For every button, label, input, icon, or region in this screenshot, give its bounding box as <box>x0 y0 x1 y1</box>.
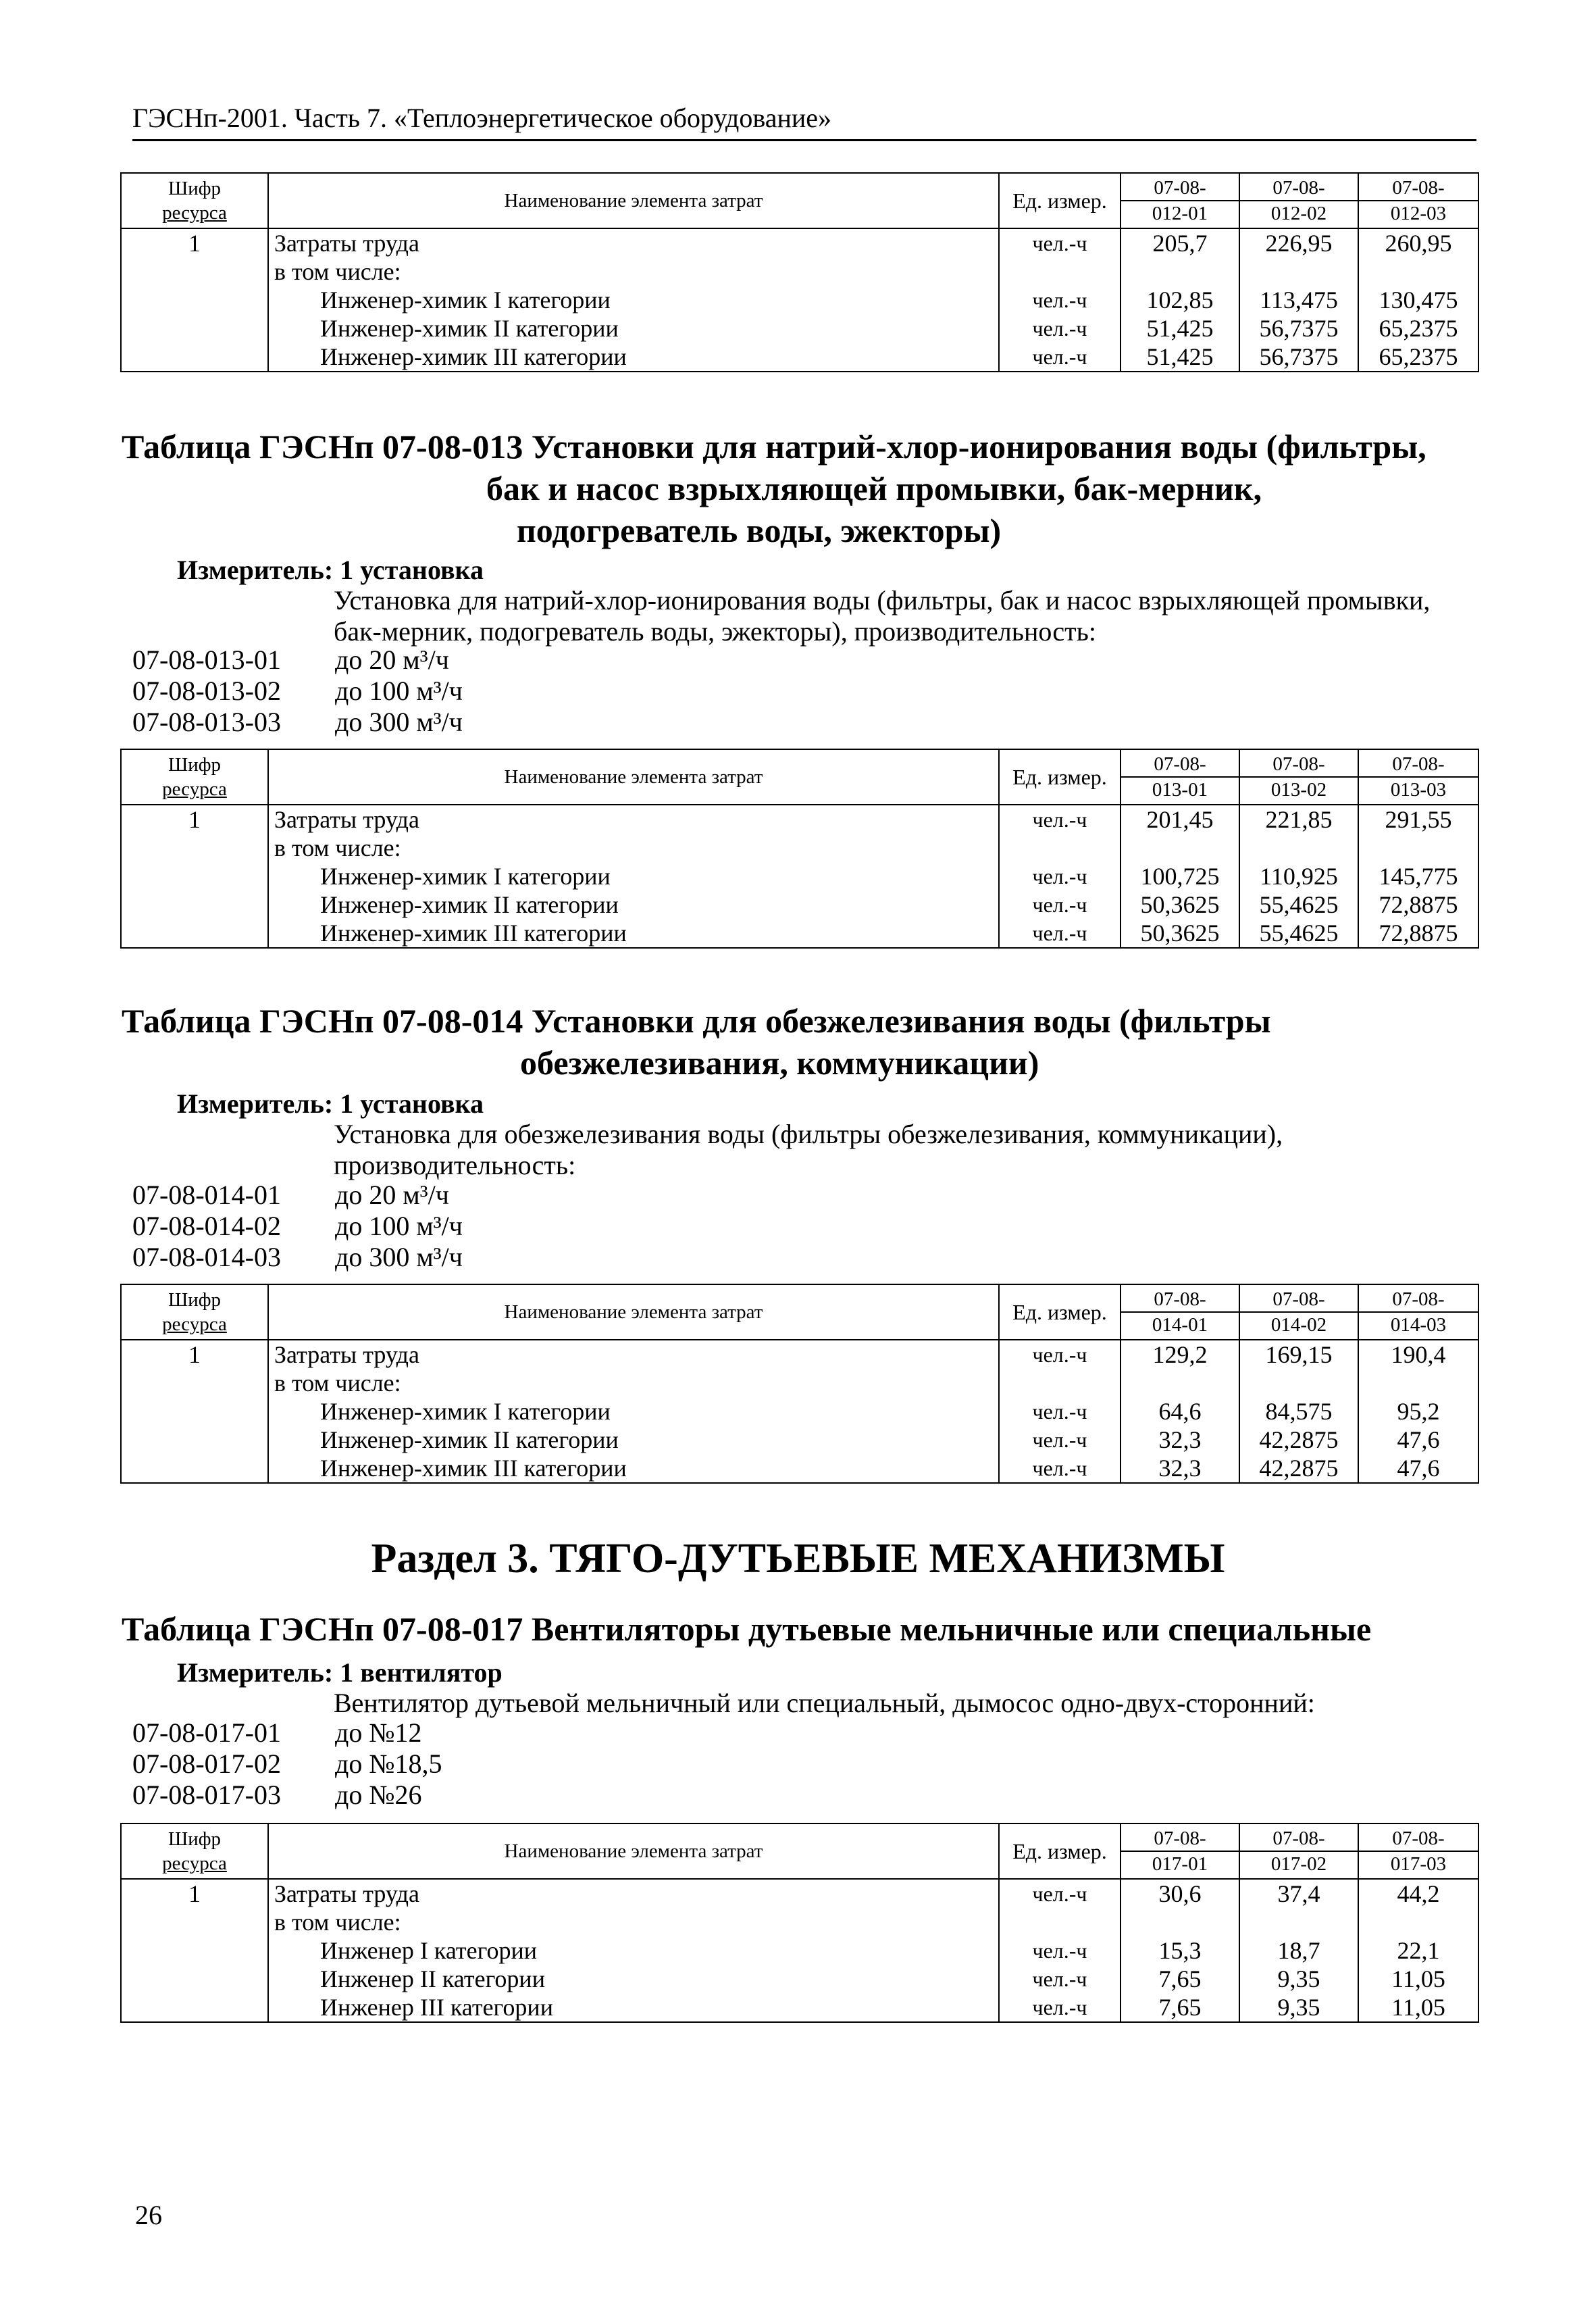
norm-code: 07-08-017-01 <box>132 1717 281 1748</box>
table-013-desc-line1: Установка для натрий-хлор-ионирования воды (фильтры, бак и насос взрыхляющей промывки, <box>334 585 1431 615</box>
row-unit: чел.-ч <box>999 1426 1121 1454</box>
row-resource-code <box>121 919 268 948</box>
row-unit: чел.-ч <box>999 862 1121 890</box>
table-013-description <box>334 585 1482 647</box>
header-norm-code-line2: 013-01 <box>1121 776 1239 802</box>
header-norm-code-line1: 07-08- <box>1392 177 1445 199</box>
table-013-title-line1: Таблица ГЭСНп 07-08-013 Установки для натрий-хлор-ионирования воды (фильтры, <box>122 428 1426 466</box>
row-value: 11,05 <box>1358 1965 1478 1993</box>
table-014-title-line1: Таблица ГЭСНп 07-08-014 Установки для обезжелезивания воды (фильтры <box>122 1002 1271 1040</box>
table-header-row <box>121 749 1478 805</box>
table-row <box>121 228 1478 257</box>
header-unit: Ед. измер. <box>999 1284 1121 1340</box>
row-unit: чел.-ч <box>999 343 1121 372</box>
code-list-item <box>132 1242 463 1273</box>
header-norm-code-line1: 07-08- <box>1272 177 1325 199</box>
row-value: 9,35 <box>1239 1965 1358 1993</box>
header-norm-code <box>1358 1823 1478 1879</box>
norm-capacity: до 20 м³/ч <box>335 645 449 675</box>
table-014-title <box>122 1000 1472 1084</box>
row-value <box>1358 257 1478 286</box>
table-row <box>121 919 1478 948</box>
header-norm-code-line1: 07-08- <box>1154 753 1206 775</box>
row-value <box>1358 1908 1478 1936</box>
row-unit: чел.-ч <box>999 314 1121 343</box>
header-cost-element-name: Наименование элемента затрат <box>268 749 999 805</box>
header-norm-code-line2: 013-03 <box>1359 776 1478 802</box>
row-value <box>1121 1369 1239 1397</box>
row-resource-code <box>121 1993 268 2022</box>
header-norm-code-line2: 013-02 <box>1240 776 1358 802</box>
table-row <box>121 1908 1478 1936</box>
header-norm-code-line2: 017-03 <box>1359 1851 1478 1876</box>
row-resource-code <box>121 314 268 343</box>
row-value: 129,2 <box>1121 1340 1239 1369</box>
header-cost-element-name: Наименование элемента затрат <box>268 1823 999 1879</box>
header-resource-code <box>121 749 268 805</box>
row-value <box>1358 834 1478 862</box>
row-name: Инженер-химик II категории <box>268 890 999 919</box>
header-unit: Ед. измер. <box>999 749 1121 805</box>
table-017-title <box>122 1608 1472 1650</box>
table-row <box>121 1369 1478 1397</box>
header-cost-element-name: Наименование элемента затрат <box>268 1284 999 1340</box>
code-list-item <box>132 645 463 676</box>
norm-capacity: до 20 м³/ч <box>335 1180 449 1210</box>
row-value: 30,6 <box>1121 1879 1239 1908</box>
header-norm-code-line2: 014-02 <box>1240 1311 1358 1337</box>
code-list-item <box>132 1780 442 1811</box>
code-list-item <box>132 1180 463 1211</box>
table-013-title <box>122 426 1472 551</box>
header-resource-code-line2: ресурса <box>162 778 227 800</box>
row-value <box>1121 257 1239 286</box>
table-row <box>121 1340 1478 1369</box>
table-012 <box>120 172 1479 372</box>
row-value: 47,6 <box>1358 1454 1478 1483</box>
row-unit: чел.-ч <box>999 1993 1121 2022</box>
row-name: в том числе: <box>268 257 999 286</box>
norm-code: 07-08-017-02 <box>132 1749 281 1779</box>
row-value: 260,95 <box>1358 228 1478 257</box>
row-name: Затраты труда <box>268 228 999 257</box>
header-norm-code-line2: 012-01 <box>1121 200 1239 226</box>
norm-code: 07-08-014-02 <box>132 1211 281 1241</box>
row-value: 95,2 <box>1358 1397 1478 1426</box>
header-unit: Ед. измер. <box>999 173 1121 228</box>
row-unit <box>999 257 1121 286</box>
row-name: Инженер-химик I категории <box>268 862 999 890</box>
table-row <box>121 890 1478 919</box>
row-value <box>1121 834 1239 862</box>
row-resource-code <box>121 1908 268 1936</box>
code-list-item <box>132 676 463 707</box>
table-014-desc-line2: производительность: <box>334 1150 576 1180</box>
row-resource-code <box>121 1965 268 1993</box>
row-name: Инженер-химик I категории <box>268 1397 999 1426</box>
table-014-desc-line1: Установка для обезжелезивания воды (фильтры обезжелезивания, коммуникации), <box>334 1119 1283 1149</box>
row-value: 44,2 <box>1358 1879 1478 1908</box>
table-014-block <box>120 1284 1478 1484</box>
row-value: 55,4625 <box>1239 890 1358 919</box>
row-name: в том числе: <box>268 1369 999 1397</box>
header-norm-code-line1: 07-08- <box>1272 1288 1325 1310</box>
header-norm-code-line1: 07-08- <box>1392 1288 1445 1310</box>
row-unit <box>999 1369 1121 1397</box>
norm-code: 07-08-017-03 <box>132 1780 281 1810</box>
row-value: 113,475 <box>1239 286 1358 314</box>
header-norm-code <box>1121 173 1239 228</box>
row-value: 51,425 <box>1121 343 1239 372</box>
header-norm-code-line1: 07-08- <box>1154 177 1206 199</box>
header-resource-code-line1: Шифр <box>168 178 222 199</box>
row-value: 100,725 <box>1121 862 1239 890</box>
header-norm-code-line1: 07-08- <box>1154 1288 1206 1310</box>
row-resource-code: 1 <box>121 805 268 834</box>
row-value: 72,8875 <box>1358 890 1478 919</box>
row-value: 50,3625 <box>1121 890 1239 919</box>
header-norm-code-line2: 017-01 <box>1121 1851 1239 1876</box>
row-resource-code <box>121 834 268 862</box>
table-row <box>121 1879 1478 1908</box>
code-list-item <box>132 1717 442 1749</box>
header-resource-code-line1: Шифр <box>168 1828 222 1850</box>
row-value: 11,05 <box>1358 1993 1478 2022</box>
row-value: 205,7 <box>1121 228 1239 257</box>
row-resource-code <box>121 1397 268 1426</box>
row-name: Инженер-химик II категории <box>268 1426 999 1454</box>
row-value: 15,3 <box>1121 1936 1239 1965</box>
row-value <box>1358 1369 1478 1397</box>
table-014-codes <box>132 1180 463 1273</box>
row-value: 9,35 <box>1239 1993 1358 2022</box>
row-resource-code <box>121 286 268 314</box>
row-value: 51,425 <box>1121 314 1239 343</box>
row-value: 32,3 <box>1121 1426 1239 1454</box>
row-unit: чел.-ч <box>999 1397 1121 1426</box>
table-013-block <box>120 749 1478 949</box>
row-value: 221,85 <box>1239 805 1358 834</box>
row-value: 169,15 <box>1239 1340 1358 1369</box>
row-resource-code <box>121 1426 268 1454</box>
row-value: 64,6 <box>1121 1397 1239 1426</box>
table-017-block <box>120 1823 1478 2023</box>
header-unit: Ед. измер. <box>999 1823 1121 1879</box>
table-row <box>121 1397 1478 1426</box>
code-list-item <box>132 707 463 738</box>
row-name: Инженер-химик III категории <box>268 343 999 372</box>
row-resource-code <box>121 1369 268 1397</box>
header-resource-code-line1: Шифр <box>168 754 222 776</box>
norm-capacity: до 300 м³/ч <box>335 1242 463 1272</box>
row-value: 72,8875 <box>1358 919 1478 948</box>
table-013-meter: Измеритель: 1 установка <box>177 555 484 585</box>
table-row <box>121 314 1478 343</box>
header-norm-code <box>1121 1823 1239 1879</box>
table-013-codes <box>132 645 463 738</box>
row-resource-code: 1 <box>121 1879 268 1908</box>
table-017-title-line1: Таблица ГЭСНп 07-08-017 Вентиляторы дутьевые мельничные или специальные <box>122 1610 1372 1648</box>
norm-code: 07-08-013-03 <box>132 707 281 737</box>
row-unit: чел.-ч <box>999 1879 1121 1908</box>
table-013-desc-line2: бак-мерник, подогреватель воды, эжекторы), производительность: <box>334 616 1097 647</box>
row-resource-code <box>121 890 268 919</box>
row-value: 110,925 <box>1239 862 1358 890</box>
header-resource-code-line2: ресурса <box>162 1313 227 1335</box>
header-cost-element-name: Наименование элемента затрат <box>268 173 999 228</box>
header-norm-code <box>1121 749 1239 805</box>
row-name: в том числе: <box>268 1908 999 1936</box>
row-value: 7,65 <box>1121 1993 1239 2022</box>
table-row <box>121 1454 1478 1483</box>
row-value: 130,475 <box>1358 286 1478 314</box>
table-014-description <box>334 1119 1482 1181</box>
header-norm-code-line1: 07-08- <box>1392 753 1445 775</box>
table-014-title-line2: обезжелезивания, коммуникации) <box>520 1044 1039 1082</box>
row-name: Инженер-химик III категории <box>268 919 999 948</box>
table-014-meter: Измеритель: 1 установка <box>177 1088 484 1119</box>
row-value: 65,2375 <box>1358 314 1478 343</box>
row-name: Инженер-химик III категории <box>268 1454 999 1483</box>
row-name: Инженер II категории <box>268 1965 999 1993</box>
header-norm-code <box>1358 173 1478 228</box>
norm-code: 07-08-013-01 <box>132 645 281 675</box>
row-resource-code <box>121 1936 268 1965</box>
row-name: Инженер I категории <box>268 1936 999 1965</box>
row-name: в том числе: <box>268 834 999 862</box>
row-value: 56,7375 <box>1239 314 1358 343</box>
table-017-meter: Измеритель: 1 вентилятор <box>177 1657 503 1688</box>
header-norm-code-line2: 014-01 <box>1121 1311 1239 1337</box>
row-unit <box>999 834 1121 862</box>
row-value: 291,55 <box>1358 805 1478 834</box>
norm-code: 07-08-014-01 <box>132 1180 281 1210</box>
table-013-title-line3: подогреватель воды, эжекторы) <box>517 511 1002 549</box>
norm-code: 07-08-013-02 <box>132 676 281 706</box>
row-value <box>1239 257 1358 286</box>
row-value: 37,4 <box>1239 1879 1358 1908</box>
header-norm-code-line2: 012-03 <box>1359 200 1478 226</box>
row-value: 7,65 <box>1121 1965 1239 1993</box>
row-resource-code <box>121 257 268 286</box>
row-value <box>1239 1369 1358 1397</box>
table-row <box>121 343 1478 372</box>
code-list-item <box>132 1749 442 1780</box>
row-name: Затраты труда <box>268 1340 999 1369</box>
table-014 <box>120 1284 1479 1484</box>
norm-capacity: до 100 м³/ч <box>335 676 463 706</box>
table-row <box>121 805 1478 834</box>
row-value: 226,95 <box>1239 228 1358 257</box>
header-norm-code <box>1239 749 1358 805</box>
norm-code: 07-08-014-03 <box>132 1242 281 1272</box>
row-value: 42,2875 <box>1239 1426 1358 1454</box>
row-unit: чел.-ч <box>999 919 1121 948</box>
code-list-item <box>132 1211 463 1242</box>
table-row <box>121 834 1478 862</box>
header-resource-code-line1: Шифр <box>168 1289 222 1311</box>
table-017-codes <box>132 1717 442 1811</box>
header-norm-code <box>1239 173 1358 228</box>
row-unit: чел.-ч <box>999 1965 1121 1993</box>
norm-capacity: до 300 м³/ч <box>335 707 463 737</box>
row-name: Инженер-химик I категории <box>268 286 999 314</box>
row-name: Инженер-химик II категории <box>268 314 999 343</box>
row-value: 50,3625 <box>1121 919 1239 948</box>
row-unit: чел.-ч <box>999 228 1121 257</box>
table-017 <box>120 1823 1479 2023</box>
row-unit: чел.-ч <box>999 1936 1121 1965</box>
header-norm-code-line2: 012-02 <box>1240 200 1358 226</box>
norm-capacity: до №18,5 <box>335 1749 442 1779</box>
section-3-title: Раздел 3. ТЯГО-ДУТЬЕВЫЕ МЕХАНИЗМЫ <box>371 1536 1225 1582</box>
row-value: 22,1 <box>1358 1936 1478 1965</box>
row-resource-code <box>121 862 268 890</box>
header-norm-code-line1: 07-08- <box>1392 1828 1445 1849</box>
table-013-title-line2: бак и насос взрыхляющей промывки, бак-мерник, <box>486 470 1262 507</box>
row-value <box>1239 1908 1358 1936</box>
norm-capacity: до 100 м³/ч <box>335 1211 463 1241</box>
table-row <box>121 862 1478 890</box>
row-unit: чел.-ч <box>999 805 1121 834</box>
header-norm-code <box>1121 1284 1239 1340</box>
row-value: 102,85 <box>1121 286 1239 314</box>
norm-capacity: до №26 <box>335 1780 422 1810</box>
table-017-desc-line1: Вентилятор дутьевой мельничный или специальный, дымосос одно-двух-сторонний: <box>334 1688 1315 1718</box>
row-value: 190,4 <box>1358 1340 1478 1369</box>
row-unit: чел.-ч <box>999 286 1121 314</box>
row-value: 18,7 <box>1239 1936 1358 1965</box>
row-unit: чел.-ч <box>999 1454 1121 1483</box>
table-row <box>121 1965 1478 1993</box>
table-row <box>121 1426 1478 1454</box>
row-value: 145,775 <box>1358 862 1478 890</box>
header-resource-code-line2: ресурса <box>162 1853 227 1874</box>
header-resource-code <box>121 1284 268 1340</box>
table-row <box>121 257 1478 286</box>
norm-capacity: до №12 <box>335 1717 422 1748</box>
row-value <box>1239 834 1358 862</box>
header-resource-code-line2: ресурса <box>162 202 227 224</box>
row-unit: чел.-ч <box>999 890 1121 919</box>
table-header-row <box>121 1823 1478 1879</box>
row-value: 42,2875 <box>1239 1454 1358 1483</box>
running-header: ГЭСНп-2001. Часть 7. «Теплоэнергетическое оборудование» <box>132 101 1476 141</box>
row-name: Инженер III категории <box>268 1993 999 2022</box>
row-resource-code <box>121 1454 268 1483</box>
header-norm-code <box>1358 1284 1478 1340</box>
row-resource-code <box>121 343 268 372</box>
header-norm-code <box>1239 1284 1358 1340</box>
row-value: 32,3 <box>1121 1454 1239 1483</box>
header-norm-code-line1: 07-08- <box>1272 753 1325 775</box>
row-resource-code: 1 <box>121 228 268 257</box>
table-row <box>121 1993 1478 2022</box>
table-header-row <box>121 173 1478 228</box>
row-value: 55,4625 <box>1239 919 1358 948</box>
row-value: 84,575 <box>1239 1397 1358 1426</box>
header-norm-code-line1: 07-08- <box>1272 1828 1325 1849</box>
table-012-block <box>120 172 1478 372</box>
header-norm-code <box>1358 749 1478 805</box>
row-value: 201,45 <box>1121 805 1239 834</box>
row-value: 56,7375 <box>1239 343 1358 372</box>
table-013 <box>120 749 1479 949</box>
table-017-description <box>334 1688 1482 1719</box>
row-unit <box>999 1908 1121 1936</box>
header-norm-code <box>1239 1823 1358 1879</box>
row-value <box>1121 1908 1239 1936</box>
header-norm-code-line2: 014-03 <box>1359 1311 1478 1337</box>
header-norm-code-line2: 017-02 <box>1240 1851 1358 1876</box>
row-resource-code: 1 <box>121 1340 268 1369</box>
row-name: Затраты труда <box>268 1879 999 1908</box>
row-unit: чел.-ч <box>999 1340 1121 1369</box>
header-resource-code <box>121 1823 268 1879</box>
row-value: 65,2375 <box>1358 343 1478 372</box>
row-value: 47,6 <box>1358 1426 1478 1454</box>
header-resource-code <box>121 173 268 228</box>
table-row <box>121 286 1478 314</box>
table-row <box>121 1936 1478 1965</box>
page-number: 26 <box>135 2200 162 2230</box>
row-name: Затраты труда <box>268 805 999 834</box>
header-norm-code-line1: 07-08- <box>1154 1828 1206 1849</box>
table-header-row <box>121 1284 1478 1340</box>
